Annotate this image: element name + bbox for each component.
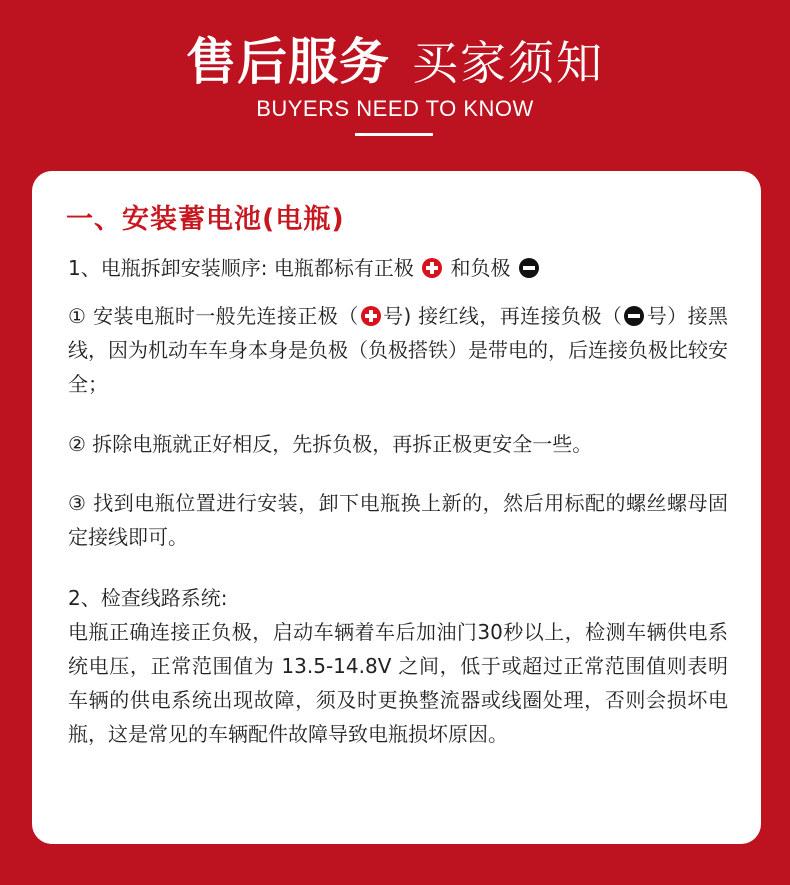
subtitle: BUYERS NEED TO KNOW bbox=[256, 96, 534, 121]
title-sub: 买家须知 bbox=[412, 36, 604, 90]
item1-intro-text-a: 1、电瓶拆卸安装顺序: 电瓶都标有正极 bbox=[68, 256, 414, 280]
title-underline bbox=[355, 133, 433, 136]
content-card bbox=[32, 171, 761, 844]
negative-icon bbox=[624, 306, 644, 326]
step1-text-c: 号）接黑线，因为机动车车身本身是负极（负极搭铁）是带电的，后连接负极比较安全； bbox=[68, 304, 729, 396]
item1-step1 bbox=[68, 299, 728, 401]
section-title: 一、安装蓄电池(电瓶) bbox=[66, 204, 345, 235]
page-title bbox=[0, 22, 790, 94]
item1-step3: ③ 找到电瓶位置进行安装，卸下电瓶换上新的，然后用标配的螺丝螺母固定接线即可。 bbox=[68, 491, 728, 549]
header-banner bbox=[0, 0, 790, 170]
item1-intro bbox=[68, 251, 728, 285]
step1-text-b: 号) 接红线，再连接负极（ bbox=[382, 304, 623, 328]
item1-step2: ② 拆除电瓶就正好相反，先拆负极，再拆正极更安全一些。 bbox=[68, 432, 593, 456]
item2-title: 2、检查线路系统: bbox=[68, 586, 228, 610]
positive-icon bbox=[361, 306, 381, 326]
positive-icon bbox=[422, 258, 442, 278]
title-main: 售后服务 bbox=[186, 33, 390, 91]
negative-icon bbox=[519, 258, 539, 278]
item1-intro-text-b: 和负极 bbox=[450, 256, 511, 280]
item2-body: 电瓶正确连接正负极，启动车辆着车后加油门30秒以上，检测车辆供电系统电压，正常范围值为 13.5-14.8V 之间，低于或超过正常范围值则表明车辆的供电系统出现故障，须及时更换整流器或线圈处理，否则会损坏电瓶，这是常见的车辆配件故障导致电瓶损坏原因。 bbox=[68, 620, 728, 746]
step1-text-a: ① 安装电瓶时一般先连接正极（ bbox=[68, 304, 359, 328]
